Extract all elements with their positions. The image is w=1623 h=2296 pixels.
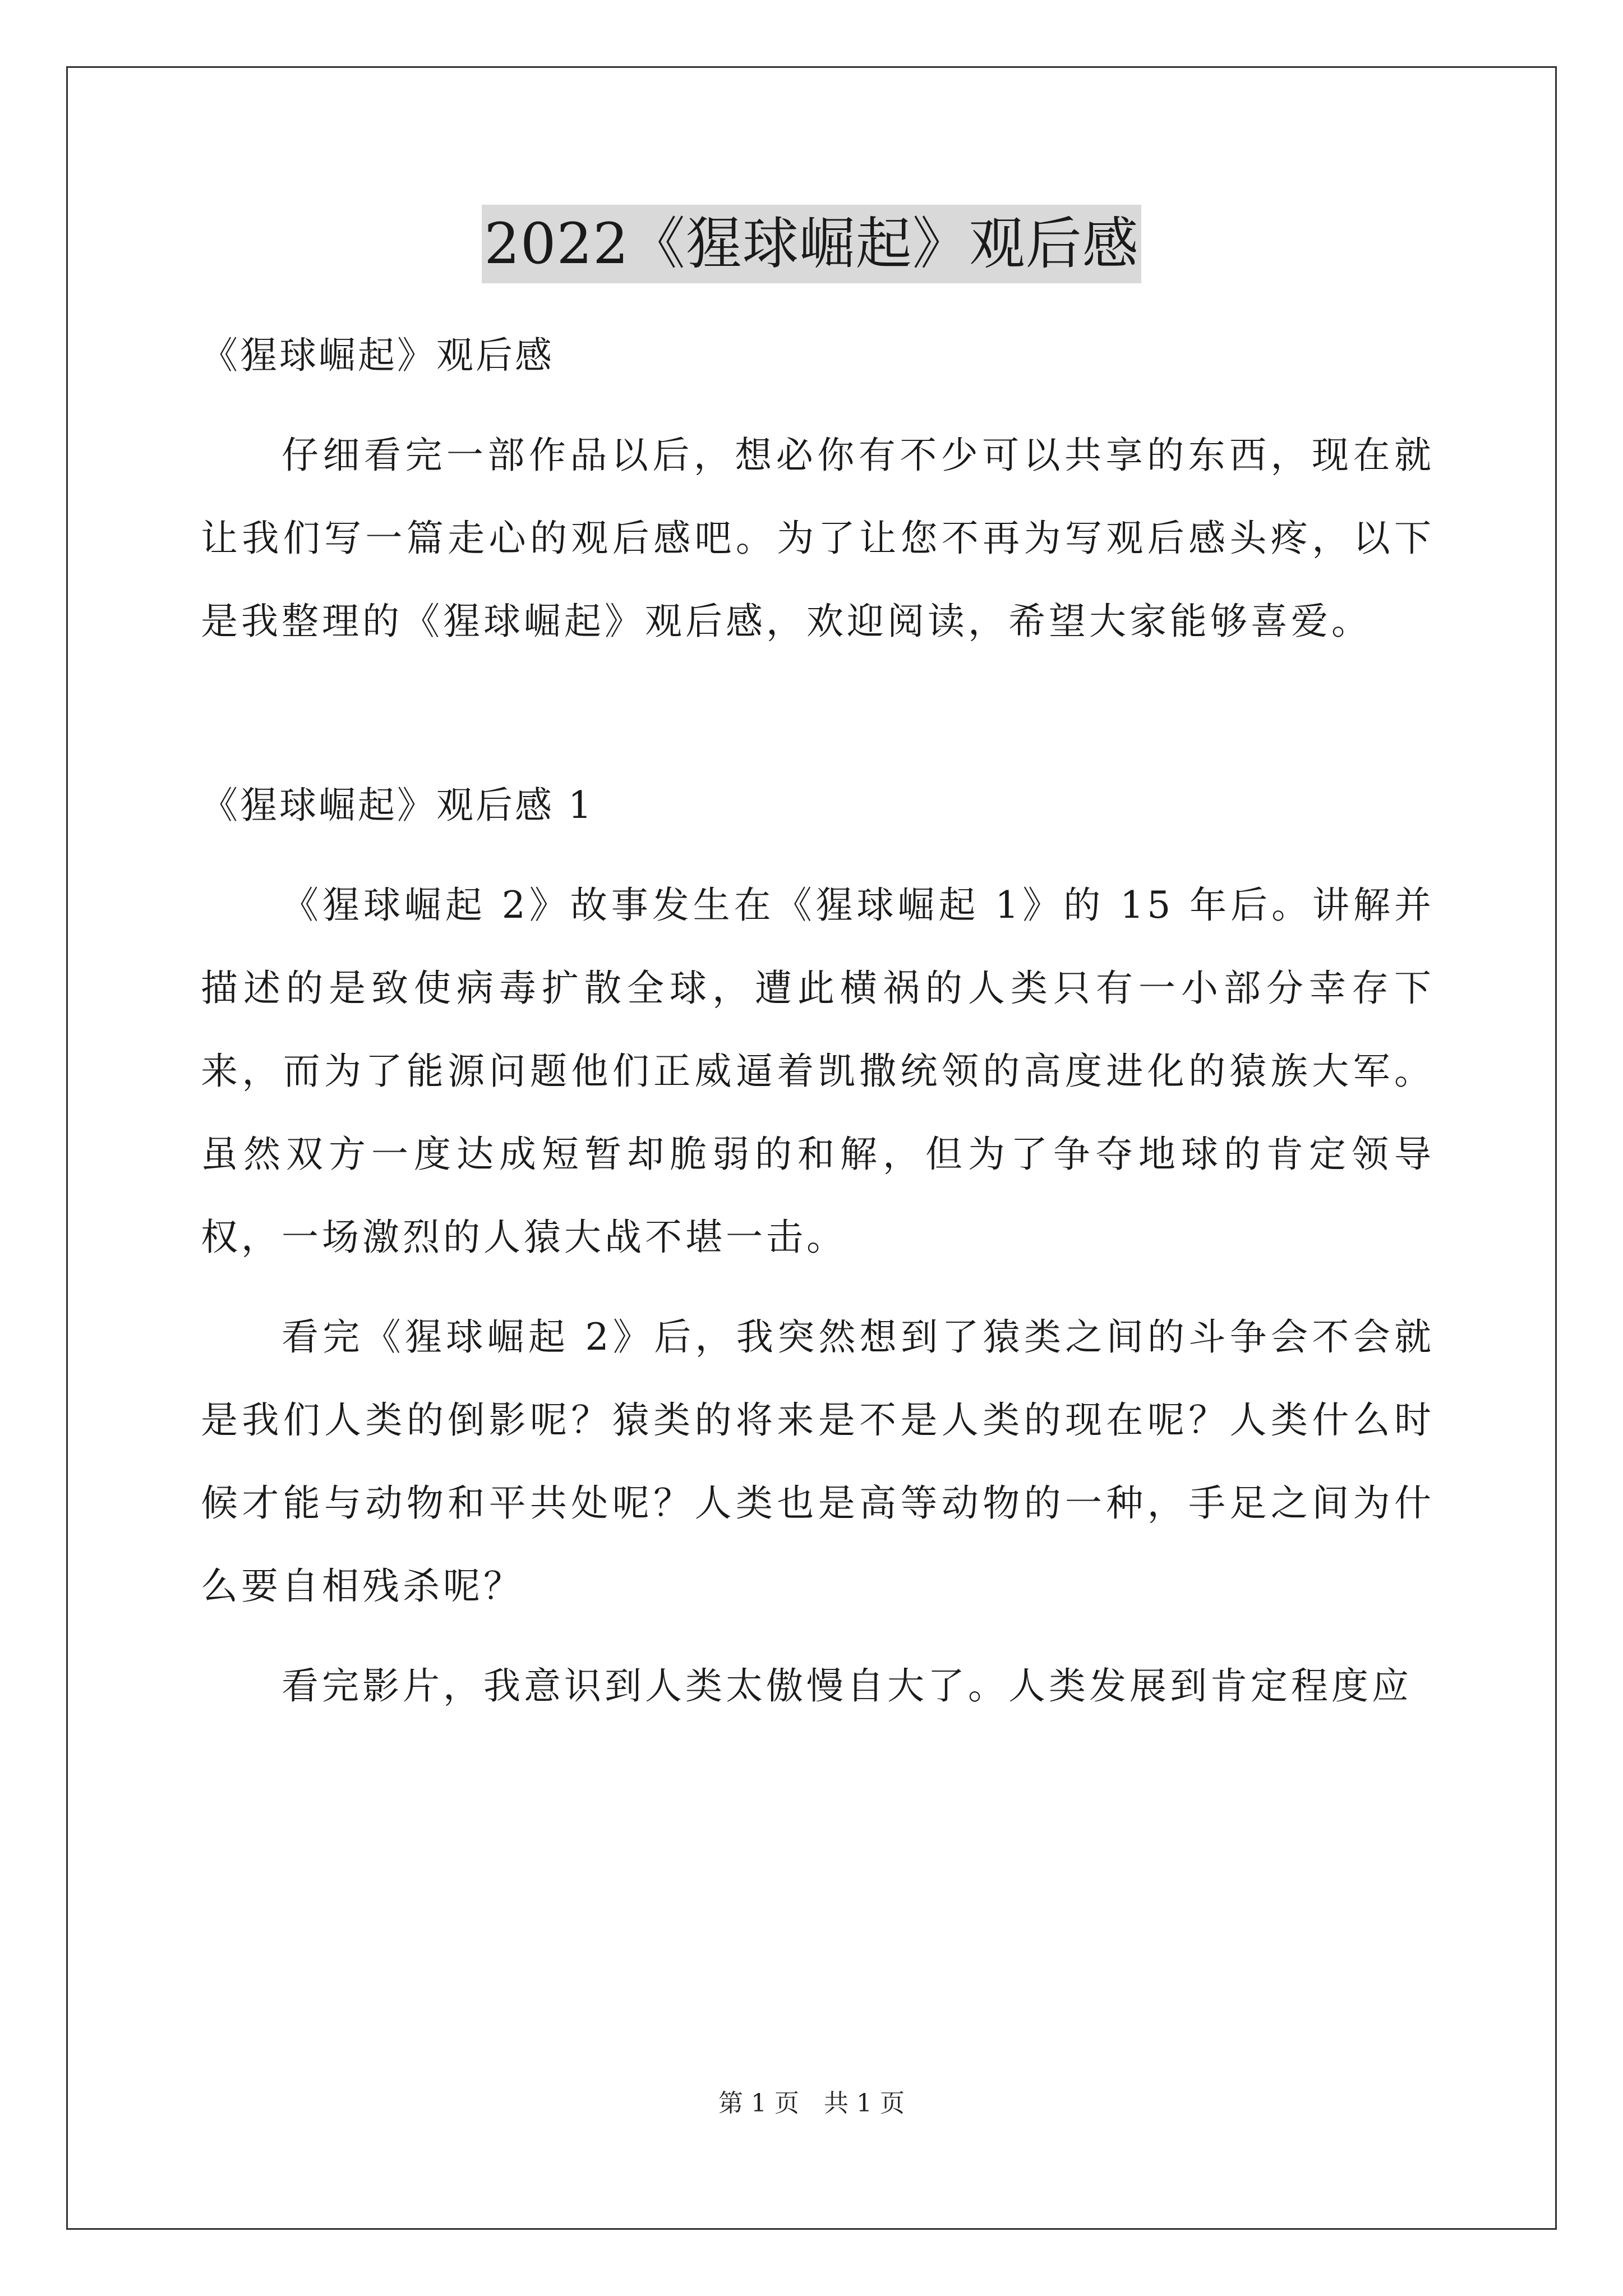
body-paragraph: 看完影片，我意识到人类太傲慢自大了。人类发展到肯定程度应: [282, 1664, 1412, 1708]
document-body: [201, 314, 1435, 1728]
title-container: [0, 205, 1623, 283]
body-paragraph: 《猩球崛起 2》故事发生在《猩球崛起 1》的 15 年后。讲解并描述的是致使病毒扩散全球，遭此横祸的人类只有一小部分幸存下来，而为了能源问题他们正威逼着凯撒统领的高度进化的猿族大军。虽然双方一度达成短暂却脆弱的和解，但为了争夺地球的肯定领导权，一场激烈的人猿大战不堪一击。: [201, 884, 1435, 1259]
subtitle-heading: 《猩球崛起》观后感: [201, 334, 554, 377]
body-paragraph: 看完《猩球崛起 2》后，我突然想到了猿类之间的斗争会不会就是我们人类的倒影呢？猿类的将来是不是人类的现在呢？人类什么时候才能与动物和平共处呢？人类也是高等动物的一种，手足之间为什么要自相残杀呢？: [201, 1315, 1435, 1608]
page-footer: [0, 2087, 1623, 2120]
document-title: 2022《猩球崛起》观后感: [482, 205, 1141, 283]
intro-paragraph: 仔细看完一部作品以后，想必你有不少可以共享的东西，现在就让我们写一篇走心的观后感吧。为了让您不再为写观后感头疼，以下是我整理的《猩球崛起》观后感，欢迎阅读，希望大家能够喜爱。: [201, 434, 1435, 643]
page-total: 共 1 页: [824, 2089, 905, 2118]
section-heading-1: 《猩球崛起》观后感 1: [201, 784, 594, 827]
page-number: 第 1 页: [718, 2089, 799, 2118]
